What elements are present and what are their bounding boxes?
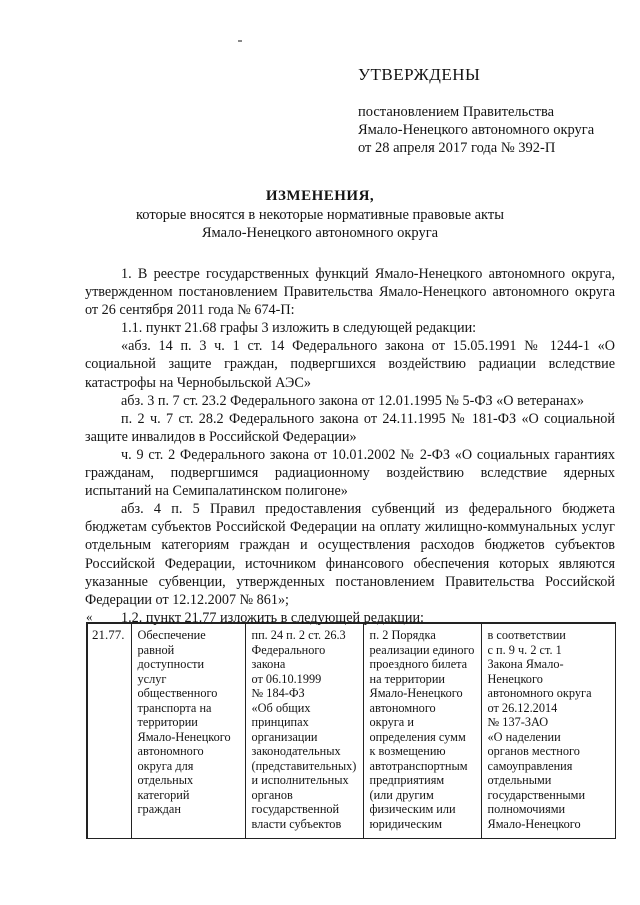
- cell-line: граждан: [137, 802, 181, 816]
- cell-line: к возмещению: [369, 744, 446, 758]
- cell-line: пп. 24 п. 2 ст. 26.3: [251, 628, 346, 642]
- cell-line: принципах: [251, 715, 309, 729]
- cell-line: государственными: [487, 787, 586, 802]
- cell-line: полномочиями: [487, 802, 566, 816]
- cell-line: определения сумм: [369, 729, 466, 744]
- cell-line: отдельных: [137, 773, 194, 787]
- cell-line: государственной: [251, 802, 340, 816]
- cell-regional-law: [481, 623, 615, 839]
- cell-line: физическим или: [369, 802, 456, 816]
- cell-line: автотранспортным: [369, 758, 468, 773]
- cell-line: отдельными: [487, 773, 552, 787]
- cell-line: категорий: [137, 787, 190, 802]
- cell-line: общественного: [137, 686, 218, 700]
- paragraph: абз. 4 п. 5 Правил предоставления субвенций из федерального бюджета бюджетам субъектов Российской Федерации на оплату жилищно-коммунальных услуг отдельным категориям граждан и осуществления расходов бюджетов субъектов Российской Федерации, источником финансового обеспечения которых являются указанные субвенции, утвержденных постановлением Правительства Российской Федерации от 12.12.2007 № 861»;: [85, 501, 615, 608]
- cell-line: проездного билета: [369, 657, 468, 671]
- cell-line: органов: [251, 787, 293, 802]
- approval-line: Ямало-Ненецкого автономного округа: [358, 122, 595, 138]
- cell-line: автономного: [369, 700, 436, 715]
- cell-line: Ненецкого: [487, 671, 543, 686]
- scan-speck: [238, 40, 242, 42]
- cell-line: № 137-ЗАО: [487, 715, 549, 729]
- document-body: [85, 265, 615, 627]
- cell-line: (представительных): [251, 758, 357, 773]
- cell-line: Федерального: [251, 642, 326, 657]
- cell-line: «Об общих: [251, 700, 311, 715]
- cell-line: организации: [251, 729, 318, 744]
- cell-line: реализации единого: [369, 642, 475, 657]
- approval-line: постановлением Правительства: [358, 104, 555, 120]
- cell-order: [363, 623, 481, 839]
- approval-block: [358, 65, 628, 157]
- cell-line: равной: [137, 642, 175, 657]
- cell-line: юридическим: [369, 816, 442, 831]
- cell-line: в соответствии: [487, 628, 566, 642]
- cell-line: «О наделении: [487, 729, 561, 744]
- cell-line: услуг: [137, 671, 167, 686]
- document-title: ИЗМЕНЕНИЯ,: [265, 188, 375, 204]
- cell-line: на территории: [369, 671, 445, 686]
- cell-line: Ямало-Ненецкого: [137, 729, 231, 744]
- opening-quote: «: [86, 609, 93, 624]
- subtitle-line: Ямало-Ненецкого автономного округа: [201, 225, 439, 241]
- registry-table: [86, 622, 616, 839]
- cell-line: (или другим: [369, 787, 434, 802]
- paragraph: абз. 3 п. 7 ст. 23.2 Федерального закона от 12.01.1995 № 5-ФЗ «О ветеранах»: [121, 392, 584, 409]
- cell-line: округа и: [369, 715, 414, 729]
- cell-line: № 184-ФЗ: [251, 686, 305, 700]
- cell-line: территории: [137, 715, 198, 729]
- cell-line: округа для: [137, 758, 194, 773]
- cell-line: от 26.12.2014: [487, 700, 558, 715]
- cell-line: транспорта на: [137, 700, 212, 715]
- document-subtitle: [80, 206, 560, 242]
- approval-heading: УТВЕРЖДЕНЫ: [358, 65, 481, 84]
- cell-number: 21.77.: [87, 623, 131, 839]
- paragraph: п. 2 ч. 7 ст. 28.2 Федерального закона от 24.11.1995 № 181-ФЗ «О социальной защите инвалидов в Российской Федерации»: [85, 410, 615, 445]
- cell-line: п. 2 Порядка: [369, 628, 436, 642]
- cell-line: Ямало-Ненецкого: [487, 816, 581, 831]
- table-row: [87, 623, 615, 839]
- cell-function: [131, 623, 245, 839]
- cell-line: органов местного: [487, 744, 580, 758]
- paragraph: 1.2. пункт 21.77 изложить в следующей редакции:: [121, 609, 424, 626]
- cell-line: Закона Ямало-: [487, 657, 564, 671]
- cell-line: от 06.10.1999: [251, 671, 322, 686]
- cell-line: законодательных: [251, 744, 341, 758]
- subtitle-line: которые вносятся в некоторые нормативные правовые акты: [135, 207, 504, 223]
- cell-federal-law: [245, 623, 363, 839]
- cell-line: Обеспечение: [137, 628, 206, 642]
- cell-line: и исполнительных: [251, 773, 349, 787]
- paragraph: 1. В реестре государственных функций Ямало-Ненецкого автономного округа, утвержденном постановлением Правительства Ямало-Ненецкого автономного округа от 26 сентября 2011 года № 674-П:: [85, 266, 615, 319]
- cell-line: закона: [251, 657, 286, 671]
- approval-line: от 28 апреля 2017 года № 392-П: [358, 140, 556, 156]
- cell-line: предприятиям: [369, 773, 445, 787]
- paragraph: ч. 9 ст. 2 Федерального закона от 10.01.2002 № 2-ФЗ «О социальных гарантиях гражданам, подвергшимся радиационному воздействию вследствие ядерных испытаний на Семипалатинском полигоне»: [85, 446, 615, 500]
- cell-line: автономного: [137, 744, 204, 758]
- cell-line: власти субъектов: [251, 816, 342, 831]
- cell-line: доступности: [137, 657, 205, 671]
- cell-line: с п. 9 ч. 2 ст. 1: [487, 642, 562, 657]
- cell-line: Ямало-Ненецкого: [369, 686, 463, 700]
- cell-line: самоуправления: [487, 758, 573, 773]
- paragraph: 1.1. пункт 21.68 графы 3 изложить в следующей редакции:: [121, 320, 477, 337]
- paragraph: «абз. 14 п. 3 ч. 1 ст. 14 Федерального закона от 15.05.1991 № 1244-1 «О социальной защите граждан, подвергшихся воздействию радиации вследствие катастрофы на Чернобыльской АЭС»: [85, 338, 615, 391]
- cell-line: автономного округа: [487, 686, 592, 700]
